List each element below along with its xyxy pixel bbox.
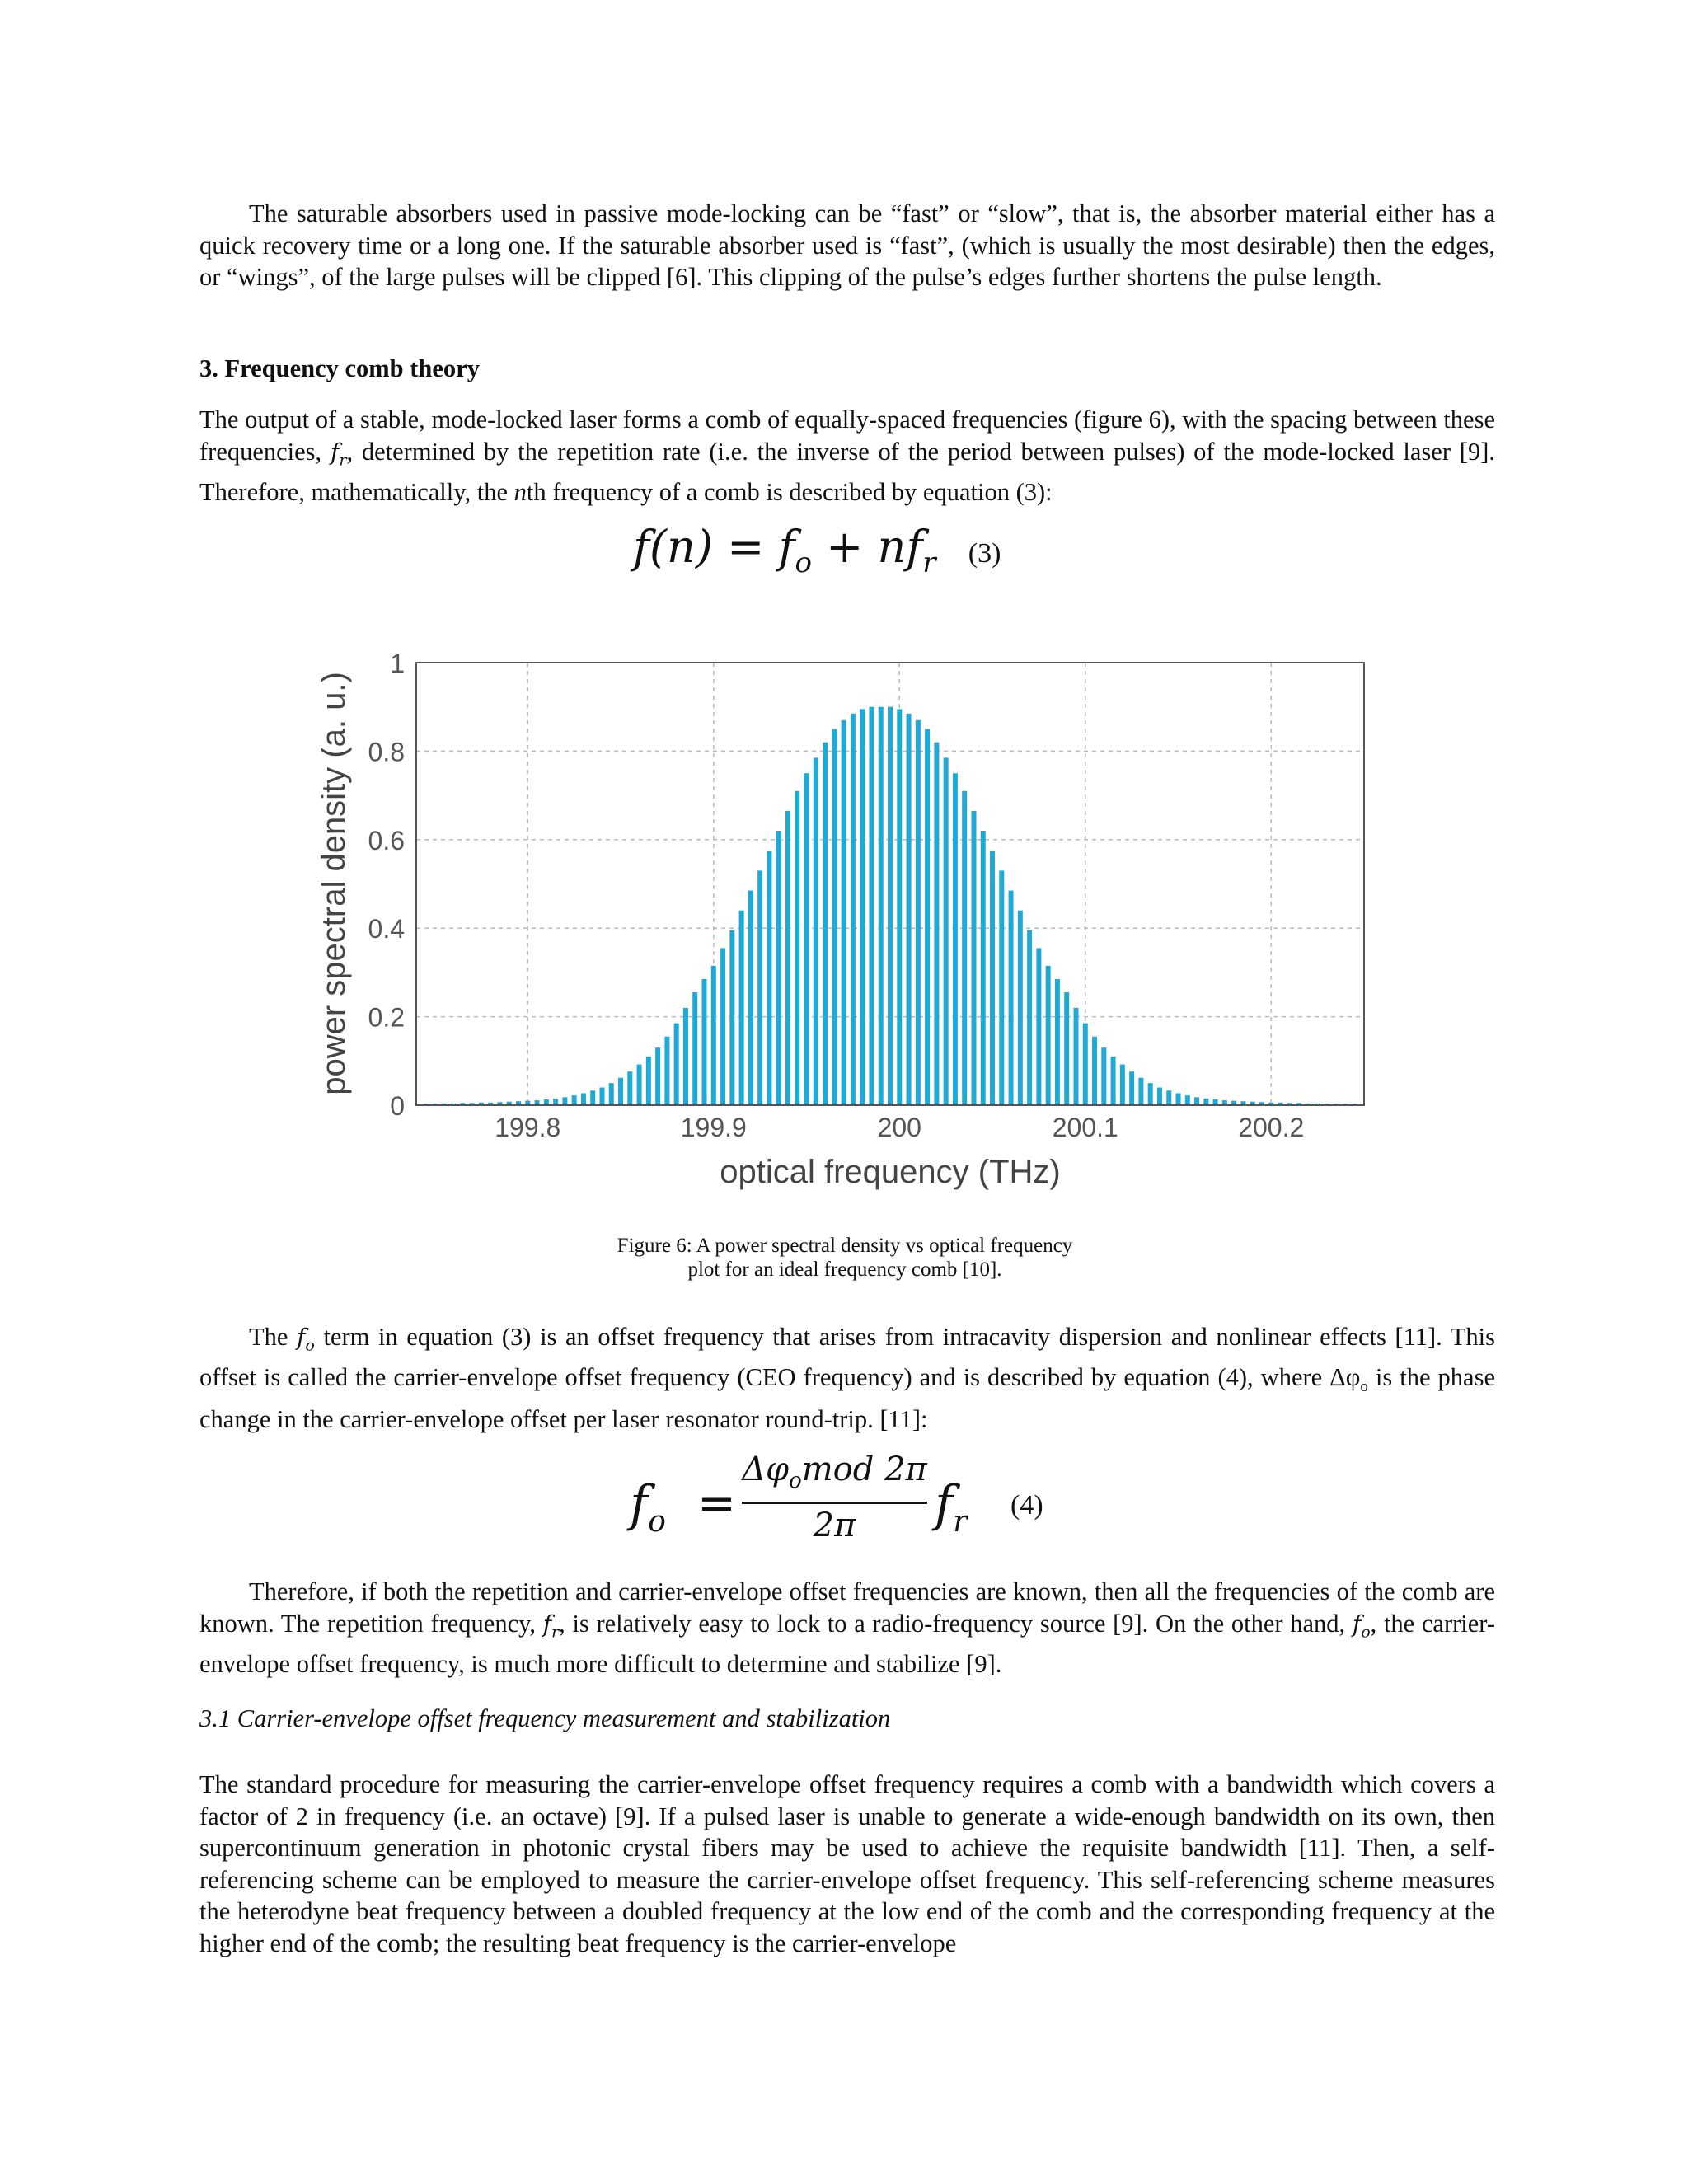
comb-line <box>720 948 725 1105</box>
section-heading: 3. Frequency comb theory <box>199 354 480 382</box>
comb-line <box>674 1024 679 1105</box>
comb-line <box>1055 979 1060 1105</box>
comb-line <box>757 870 762 1105</box>
comb-line <box>683 1008 688 1105</box>
comb-line <box>851 714 856 1105</box>
comb-line <box>999 870 1004 1105</box>
equation-4-rhs: $f_r$ <box>935 1475 968 1539</box>
comb-line <box>907 714 912 1105</box>
comb-line <box>804 773 809 1105</box>
comb-line <box>1157 1088 1162 1105</box>
comb-line <box>1129 1071 1134 1105</box>
comb-line <box>1213 1099 1218 1105</box>
comb-line <box>1194 1097 1199 1105</box>
comb-line <box>823 743 828 1105</box>
comb-line <box>1036 948 1041 1105</box>
comb-line <box>776 831 781 1105</box>
y-tick-label: 0.4 <box>368 914 405 944</box>
comb-line <box>1176 1094 1181 1105</box>
equation-4 <box>630 1451 1058 1549</box>
comb-line <box>1027 930 1032 1105</box>
comb-line <box>785 811 790 1105</box>
comb-line <box>562 1097 567 1105</box>
comb-line <box>581 1094 586 1105</box>
y-tick-label: 1 <box>390 649 405 678</box>
comb-line <box>609 1083 614 1105</box>
comb-line <box>599 1088 604 1105</box>
comb-line <box>1009 891 1014 1105</box>
comb-line <box>944 757 949 1105</box>
y-tick-labels <box>368 649 405 1121</box>
comb-line <box>627 1071 632 1105</box>
x-tick-label: 200 <box>877 1113 921 1142</box>
x-tick-label: 200.1 <box>1052 1113 1118 1142</box>
comb-line <box>795 791 799 1105</box>
comb-line <box>925 729 930 1105</box>
comb-line <box>655 1047 660 1105</box>
paragraph-text: term in equation (3) is an offset frequency that arises from intracavity dispersion and nonlinear effects [11]. This offset is called the carrier-envelope offset frequency (CEO frequency) and is described by equation (4), where Δφ <box>199 1323 1496 1392</box>
comb-line <box>1083 1024 1088 1105</box>
comb-line <box>1073 1008 1078 1105</box>
comb-line <box>981 831 986 1105</box>
paragraph-saturable-absorbers <box>199 198 1495 293</box>
x-axis-label: optical frequency (THz) <box>720 1154 1061 1190</box>
comb-line <box>711 966 716 1105</box>
comb-line <box>1064 992 1069 1105</box>
x-tick-label: 199.8 <box>495 1113 561 1142</box>
comb-line <box>748 891 753 1105</box>
comb-line <box>869 707 874 1105</box>
paragraph-measurement-procedure <box>199 1769 1495 1959</box>
comb-line <box>897 709 902 1105</box>
caption-line-1: Figure 6: A power spectral density vs optical frequency <box>617 1235 1073 1257</box>
comb-line <box>1138 1078 1143 1105</box>
comb-line <box>916 720 921 1105</box>
paragraph-text: The <box>249 1323 298 1351</box>
comb-line <box>572 1095 577 1105</box>
comb-line <box>767 851 771 1105</box>
paragraph-text: The saturable absorbers used in passive mode-locking can be “fast” or “slow”, that is, the absorber material either has a quick recovery time or a long one. If the saturable absorber used is “fast”, (which is usually the most desirable) then the edges, or “wings”, of the large pulses will be clipped [6]. This clipping of the pulse’s edges further shortens the pulse length. <box>199 199 1495 291</box>
figure-caption <box>577 1234 1113 1282</box>
equation-4-equals: = <box>697 1477 736 1530</box>
comb-line <box>702 979 707 1105</box>
paragraph-text: is the phase change in the carrier-envelope offset per laser resonator round-trip. [11]: <box>199 1363 1495 1433</box>
paragraph-text: , determined by the repetition rate (i.e. the inverse of the period between pulses) of the mode-locked laser [9]. Therefore, mathematically, the <box>199 437 1495 506</box>
comb-line <box>692 992 697 1105</box>
caption-line-2: plot for an ideal frequency comb [10]. <box>687 1258 1002 1281</box>
comb-line <box>1203 1099 1208 1105</box>
comb-line <box>1120 1065 1125 1105</box>
comb-line <box>990 851 995 1105</box>
comb-line <box>814 757 818 1105</box>
comb-line <box>618 1078 623 1105</box>
paragraph-text: , the carrier-envelope offset frequency, is much more difficult to determine and stabilize [9]. <box>199 1609 1496 1678</box>
comb-line <box>544 1099 549 1105</box>
comb-line <box>1148 1083 1153 1105</box>
x-tick-label: 199.9 <box>680 1113 747 1142</box>
paragraph-text: , is relatively easy to lock to a radio-frequency source [9]. On the other hand, <box>559 1609 1353 1638</box>
comb-line <box>1185 1095 1190 1105</box>
comb-line <box>971 811 976 1105</box>
paragraph-text: The output of a stable, mode-locked laser forms a comb of equally-spaced frequencies (figure 6), with the spacing between these frequencies, <box>199 405 1495 466</box>
x-tick-labels <box>495 1113 1304 1142</box>
equation-4-number: (4) <box>1010 1490 1043 1521</box>
comb-line <box>1046 966 1051 1105</box>
equation-4-denominator: 2π <box>813 1507 856 1544</box>
comb-line <box>888 707 893 1105</box>
y-axis-label: power spectral density (a. u.) <box>316 672 352 1095</box>
comb-line <box>1018 911 1023 1105</box>
comb-line <box>1101 1047 1106 1105</box>
comb-line <box>962 791 967 1105</box>
psd-chart <box>313 643 1385 1203</box>
comb-line <box>934 743 939 1105</box>
y-tick-label: 0.2 <box>368 1002 405 1033</box>
x-tick-label: 200.2 <box>1238 1113 1305 1142</box>
comb-line <box>953 773 958 1105</box>
paragraph-known-frequencies <box>199 1576 1495 1680</box>
paragraph-text: The standard procedure for measuring the carrier-envelope offset frequency requires a comb with a bandwidth which covers a factor of 2 in frequency (i.e. an octave) [9]. If a pulsed laser is unable to generate a wide-enough bandwidth on its own, then supercontinuum generation in photonic crystal fibers may be used to achieve the requisite bandwidth [11]. Then, a self-referencing scheme can be employed to measure the carrier-envelope offset frequency. This self-referencing scheme measures the heterodyne beat frequency between a doubled frequency at the low end of the comb and the corresponding frequency at the higher end of the comb; the resulting beat frequency is the carrier-envelope <box>199 1770 1495 1957</box>
fraction-bar <box>742 1502 927 1504</box>
comb-line <box>664 1037 669 1105</box>
equation-4-lhs: $f_o$ <box>630 1475 666 1539</box>
y-tick-label: 0 <box>390 1091 405 1121</box>
comb-line <box>1092 1037 1097 1105</box>
comb-line <box>646 1057 651 1105</box>
comb-line <box>1111 1057 1116 1105</box>
comb-line <box>842 720 846 1105</box>
symbol-n: n <box>513 477 527 506</box>
paragraph-comb-output <box>199 404 1495 508</box>
chart-comb-lines <box>423 707 1357 1105</box>
comb-line <box>832 729 837 1105</box>
symbol-fo: $f_o$ <box>1352 1610 1371 1642</box>
subsection-heading: 3.1 Carrier-envelope offset frequency measurement and stabilization <box>199 1704 891 1732</box>
paragraph-text: th frequency of a comb is described by equation (3): <box>526 477 1053 506</box>
symbol-fr: $f_r$ <box>330 438 347 470</box>
comb-line <box>553 1099 558 1105</box>
comb-line <box>637 1065 642 1105</box>
equation-3: $f(n) = f_o + nf_r$ (3) <box>633 521 1001 579</box>
comb-line <box>879 707 884 1105</box>
comb-line <box>729 930 734 1105</box>
paragraph-text: Therefore, if both the repetition and carrier-envelope offset frequencies are known, then all the frequencies of the comb are known. The repetition frequency, <box>199 1577 1495 1638</box>
equation-4-numerator: $\Delta\varphi_omod$ 2π <box>742 1451 927 1493</box>
symbol-fr: $f_r$ <box>542 1610 560 1642</box>
comb-line <box>860 709 865 1105</box>
comb-line <box>1166 1090 1171 1105</box>
comb-line <box>590 1090 595 1105</box>
paragraph-offset-frequency: The $f_o$ term in equation (3) is an offset frequency that arises from intracavity dispersion and nonlinear effects [11]. This offset is called the carrier-envelope offset frequency (CEO frequency) and is described by equation (4), where $\Delta\varphi_o$ is the phase change in the carrier-envelope offset per laser resonator round-trip. [11]: <box>199 1323 1496 1433</box>
y-tick-label: 0.8 <box>368 737 405 767</box>
comb-line <box>739 911 744 1105</box>
equation-3-number: (3) <box>968 538 1001 569</box>
symbol-fo: $f_o$ <box>297 1324 315 1355</box>
y-tick-label: 0.6 <box>368 825 405 855</box>
